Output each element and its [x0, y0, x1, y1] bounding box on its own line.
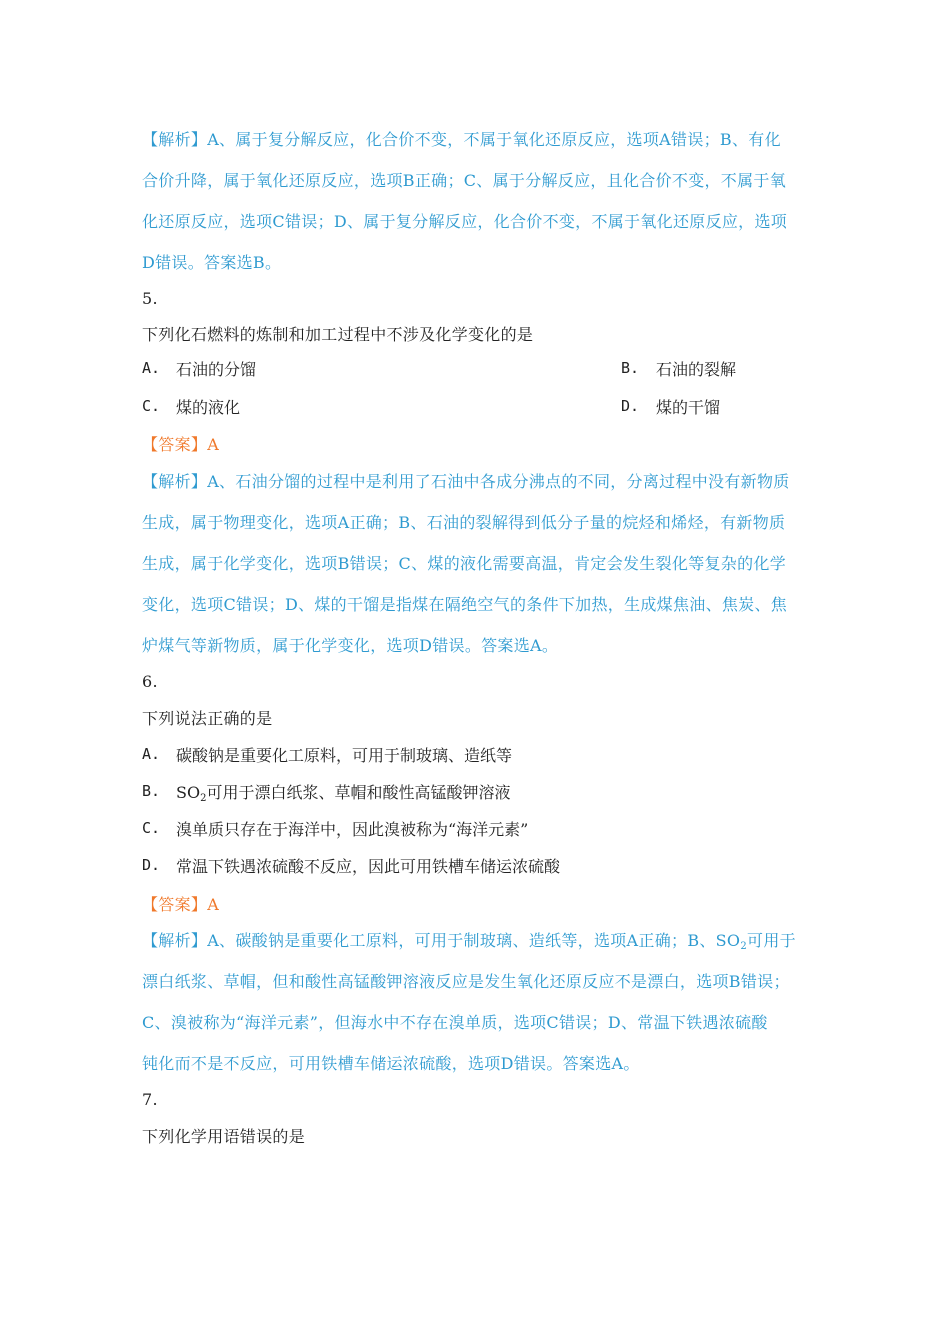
- q6-option-a-text: 碳酸钠是重要化工原料，可用于制玻璃、造纸等: [176, 746, 513, 765]
- analysis-tag: 【解析】: [142, 130, 208, 149]
- subscript: 2: [740, 941, 748, 952]
- q6-option-b-text: [176, 780, 510, 804]
- q6-answer: [142, 892, 219, 915]
- q5-analysis-line-5: 炉煤气等新物质，属于化学变化，选项D错误。答案选A。: [142, 636, 559, 655]
- q6-number: 6.: [142, 672, 158, 691]
- q5-option-d-text: 煤的干馏: [656, 398, 721, 417]
- q5-option-c-text: 煤的液化: [176, 398, 241, 417]
- q5-analysis-line-1: [142, 469, 790, 492]
- q5-answer: [142, 432, 219, 455]
- q5-option-a-letter: A.: [142, 359, 161, 377]
- subscript: 2: [200, 793, 207, 804]
- q5-option-a-text: 石油的分馏: [176, 360, 257, 379]
- q6-option-d-letter: D.: [142, 856, 161, 874]
- q6-analysis-line-1: [142, 928, 796, 952]
- q5-stem: 下列化石燃料的炼制和加工过程中不涉及化学变化的是: [142, 325, 534, 344]
- analysis-text: A、属于复分解反应，化合价不变，不属于氧化还原反应，选项A错误；B、有化: [207, 130, 781, 149]
- analysis-tag: 【解析】: [142, 472, 208, 491]
- answer-tag: 【答案】: [142, 435, 208, 454]
- answer-value: A: [207, 435, 220, 454]
- q5-option-c-letter: C.: [142, 397, 161, 415]
- answer-tag: 【答案】: [142, 895, 208, 914]
- q4-analysis-line-4: D错误。答案选B。: [142, 253, 282, 272]
- q5-analysis-line-4: 变化，选项C错误；D、煤的干馏是指煤在隔绝空气的条件下加热，生成煤焦油、焦炭、焦: [142, 595, 788, 614]
- q5-number: 5.: [142, 289, 158, 308]
- analysis-text: A、碳酸钠是重要化工原料，可用于制玻璃、造纸等，选项A正确；B、SO: [207, 931, 741, 950]
- q6-analysis-line-3: C、溴被称为“海洋元素”，但海水中不存在溴单质，选项C错误；D、常温下铁遇浓硫酸: [142, 1013, 768, 1032]
- q6-option-c-letter: C.: [142, 819, 161, 837]
- analysis-text-rest: 可用于: [747, 931, 796, 950]
- q5-option-b-letter: B.: [621, 359, 640, 377]
- q6-analysis-line-2: 漂白纸浆、草帽，但和酸性高锰酸钾溶液反应是发生氧化还原反应不是漂白，选项B错误；: [142, 972, 790, 991]
- q5-analysis-line-2: 生成，属于物理变化，选项A正确；B、石油的裂解得到低分子量的烷烃和烯烃，有新物质: [142, 513, 786, 532]
- q5-option-d-letter: D.: [621, 397, 640, 415]
- q5-analysis-line-3: 生成，属于化学变化，选项B错误；C、煤的液化需要高温，肯定会发生裂化等复杂的化学: [142, 554, 787, 573]
- q6-stem: 下列说法正确的是: [142, 709, 273, 728]
- q5-option-b-text: 石油的裂解: [656, 360, 737, 379]
- q4-analysis-line-1: [142, 127, 781, 150]
- q6-option-b-letter: B.: [142, 782, 161, 800]
- formula-so: SO: [176, 783, 201, 802]
- q6-option-a-letter: A.: [142, 745, 161, 763]
- q6-option-d-text: 常温下铁遇浓硫酸不反应，因此可用铁槽车储运浓硫酸: [176, 857, 561, 876]
- analysis-tag: 【解析】: [142, 931, 208, 950]
- answer-value: A: [207, 895, 220, 914]
- option-text-rest: 可用于漂白纸浆、草帽和酸性高锰酸钾溶液: [206, 783, 511, 802]
- q6-option-c-text: 溴单质只存在于海洋中，因此溴被称为“海洋元素”: [176, 820, 529, 839]
- q6-analysis-line-4: 钝化而不是不反应，可用铁槽车储运浓硫酸，选项D错误。答案选A。: [142, 1054, 640, 1073]
- q7-number: 7.: [142, 1090, 158, 1109]
- q7-stem: 下列化学用语错误的是: [142, 1127, 306, 1146]
- q4-analysis-line-2: 合价升降，属于氧化还原反应，选项B正确；C、属于分解反应，且化合价不变，不属于氧: [142, 171, 787, 190]
- q4-analysis-line-3: 化还原反应，选项C错误；D、属于复分解反应，化合价不变，不属于氧化还原反应，选项: [142, 212, 788, 231]
- analysis-text: A、石油分馏的过程中是利用了石油中各成分沸点的不同，分离过程中没有新物质: [207, 472, 790, 491]
